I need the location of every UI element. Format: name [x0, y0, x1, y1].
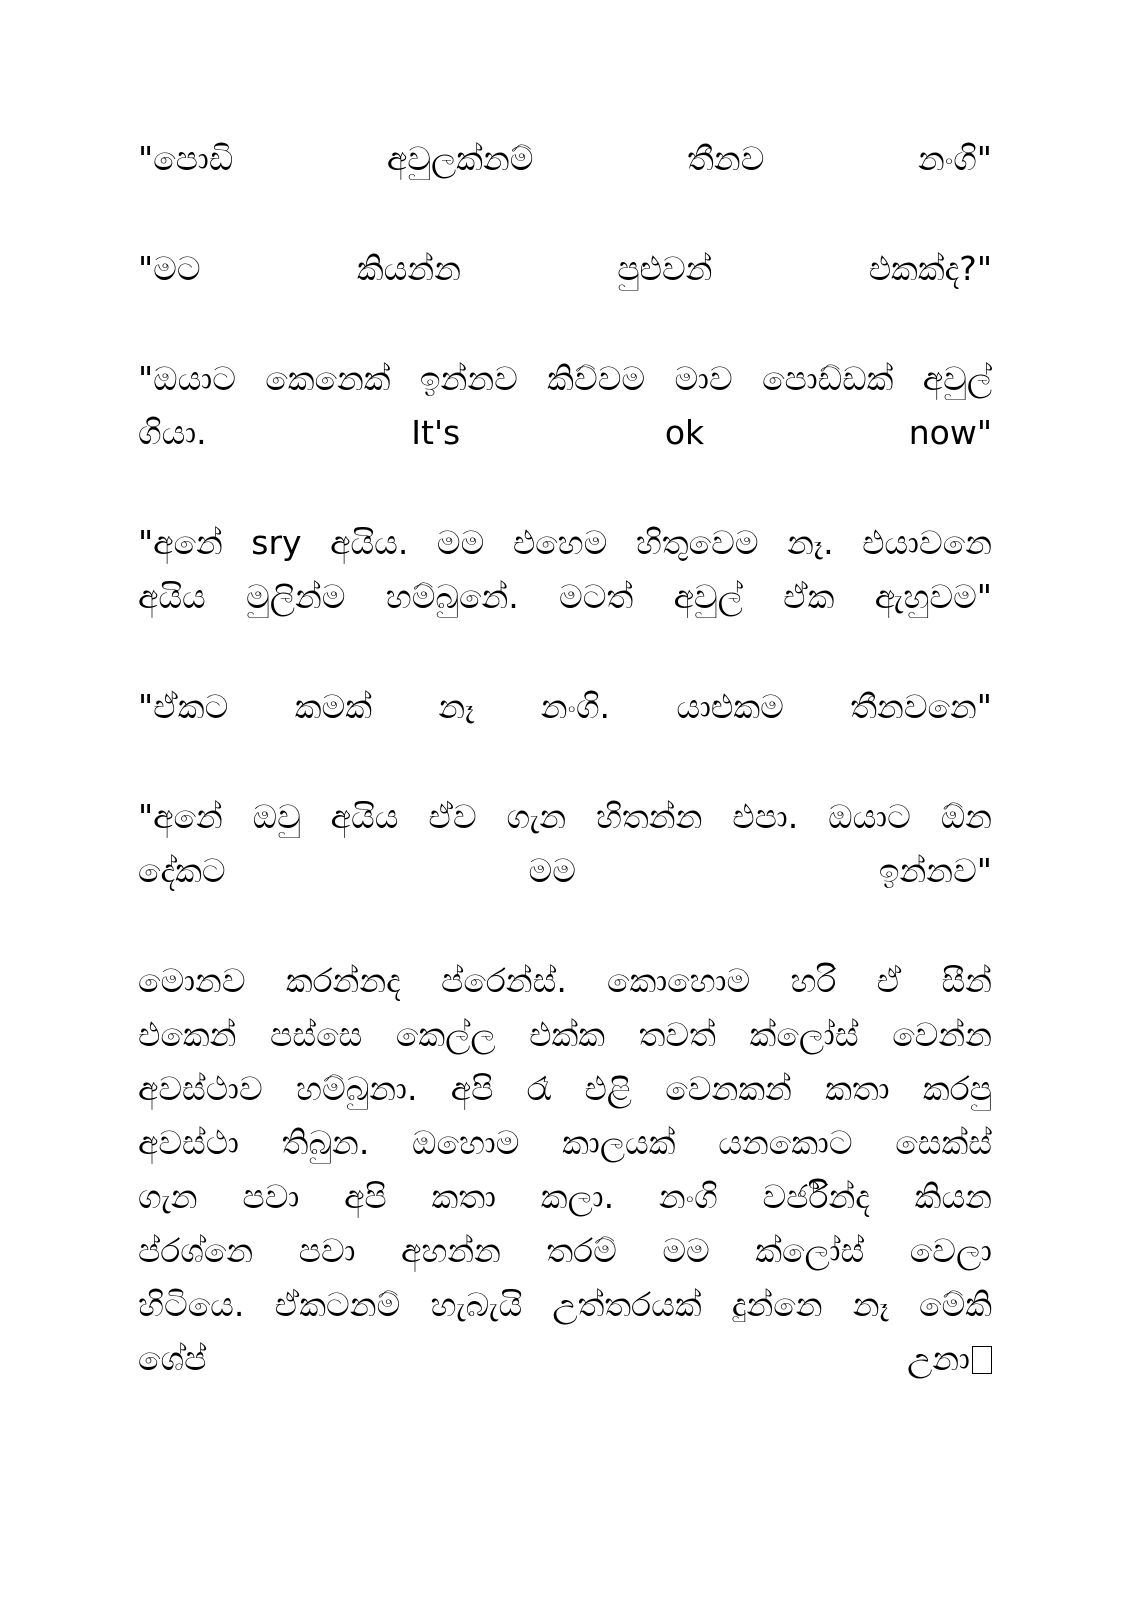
text-line: හිටියෙ. ඒකටනම් හැබැයි උත්තරයක් දුන්නෙ නෑ මේකි [138, 1285, 992, 1324]
missing-character-icon [972, 1346, 992, 1374]
text-line: අයිය මුලින්ම හම්බුනේ. මටත් අවුල් ඒක ඇහුවම" [138, 577, 992, 616]
text-line: අවස්ථාව හම්බුනා. අපි රෑ එළි වෙනකන් කතා කරපු [138, 1069, 992, 1108]
text-line: "ඒකට කමක් නෑ නංගි. යාළුකම තීනවනෙ" [138, 687, 992, 726]
dialogue-paragraph [138, 242, 992, 296]
text-line: "මට කියන්න පුළුවන් එකක්ද?" [138, 249, 992, 288]
text-line: "ඔයාට කෙනෙක් ඉන්නව කිව්වම මාව පොඩ්ඩක් අවුල් [138, 359, 992, 398]
text-line: ප්රශ්නෙ පවා අහන්න තරම් මම ක්ලෝස් වෙලා [138, 1231, 992, 1270]
final-line [138, 1332, 992, 1386]
text-line: මොනව කරන්නද ප්රෙන්ස්. කොහොම හරි ඒ සීන් [138, 961, 992, 1000]
narrative-paragraph [138, 954, 992, 1386]
text-line: දේකට මම ඉන්නව" [138, 851, 992, 890]
final-line-text: ශේප් උනා [138, 1339, 970, 1378]
text-line: "පොඩි අවුලක්නම් තීනව නංගි" [138, 139, 992, 178]
dialogue-paragraph [138, 352, 992, 460]
dialogue-paragraph [138, 680, 992, 734]
text-line: අවස්ථා තිබුන. ඔහොම කාලයක් යනකොට සෙක්ස් [138, 1123, 992, 1162]
dialogue-paragraph [138, 790, 992, 898]
text-line: "අනේ sry අයිය. මම එහෙම හිතුවෙම නෑ. එයාවනෙ [138, 523, 992, 562]
text-line: "අනේ ඔවු අයිය ඒව ගැන හිතන්න එපා. ඔයාට ඕන [138, 797, 992, 836]
text-line: ගියා. It's ok now" [138, 413, 992, 452]
dialogue-paragraph [138, 516, 992, 624]
text-line: ගැන පවා අපි කතා කලා. නංගි වර්ජින්ද කියන [138, 1177, 992, 1216]
dialogue-paragraph [138, 132, 992, 186]
text-line: එකෙන් පස්සෙ කෙල්ල එක්ක තවත් ක්ලෝස් වෙන්න [138, 1015, 992, 1054]
text-column [138, 132, 992, 1442]
